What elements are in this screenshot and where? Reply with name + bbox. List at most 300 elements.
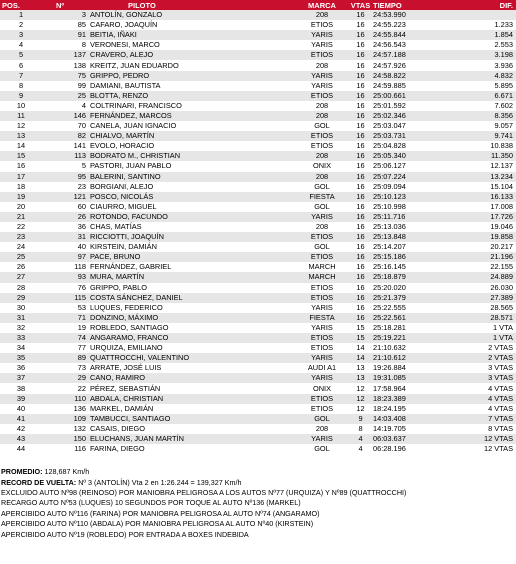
num-cell: 150 xyxy=(42,434,88,444)
pos-cell: 22 xyxy=(0,222,42,232)
marca-cell: 208 xyxy=(296,172,348,182)
num-cell: 70 xyxy=(42,121,88,131)
marca-cell: YARIS xyxy=(296,71,348,81)
dif-cell: 2.553 xyxy=(433,40,516,50)
tiempo-cell: 25:04.828 xyxy=(373,141,433,151)
pos-cell: 7 xyxy=(0,71,42,81)
piloto-cell: EVOLO, HORACIO xyxy=(88,141,296,151)
marca-cell: MARCH xyxy=(296,272,348,282)
vtas-cell: 13 xyxy=(348,373,373,383)
num-cell: 109 xyxy=(42,414,88,424)
marca-cell: YARIS xyxy=(296,434,348,444)
vtas-cell: 16 xyxy=(348,172,373,182)
vtas-cell: 16 xyxy=(348,202,373,212)
tiempo-cell: 25:15.186 xyxy=(373,252,433,262)
piloto-cell: KIRSTEIN, DAMIÁN xyxy=(88,242,296,252)
pos-cell: 28 xyxy=(0,283,42,293)
marca-cell: GOL xyxy=(296,182,348,192)
marca-cell: 208 xyxy=(296,101,348,111)
tiempo-cell: 25:21.379 xyxy=(373,293,433,303)
piloto-cell: CANO, RAMIRO xyxy=(88,373,296,383)
marca-cell: YARIS xyxy=(296,303,348,313)
marca-cell: GOL xyxy=(296,414,348,424)
dif-cell: 16.133 xyxy=(433,192,516,202)
tiempo-cell: 25:22.555 xyxy=(373,303,433,313)
pos-cell: 17 xyxy=(0,172,42,182)
table-row xyxy=(0,81,516,91)
header-marca: MARCA xyxy=(296,0,348,10)
dif-cell: 12.137 xyxy=(433,161,516,171)
dif-cell: 9.741 xyxy=(433,131,516,141)
pos-cell: 21 xyxy=(0,212,42,222)
tiempo-cell: 24:57.926 xyxy=(373,60,433,70)
vtas-cell: 16 xyxy=(348,60,373,70)
tiempo-cell: 25:03.047 xyxy=(373,121,433,131)
dif-cell: 1.233 xyxy=(433,20,516,30)
marca-cell: ONIX xyxy=(296,161,348,171)
num-cell: 26 xyxy=(42,212,88,222)
pos-cell: 1 xyxy=(0,10,42,20)
marca-cell: ETIOS xyxy=(296,333,348,343)
tiempo-cell: 25:14.207 xyxy=(373,242,433,252)
marca-cell: FIESTA xyxy=(296,192,348,202)
vtas-cell: 16 xyxy=(348,131,373,141)
vtas-cell: 16 xyxy=(348,232,373,242)
vtas-cell: 16 xyxy=(348,121,373,131)
pos-cell: 26 xyxy=(0,262,42,272)
table-row xyxy=(0,50,516,60)
marca-cell: 208 xyxy=(296,10,348,20)
num-cell: 115 xyxy=(42,293,88,303)
table-row xyxy=(0,434,516,444)
tiempo-cell: 25:13.036 xyxy=(373,222,433,232)
tiempo-cell: 25:11.716 xyxy=(373,212,433,222)
table-row xyxy=(0,192,516,202)
marca-cell: YARIS xyxy=(296,30,348,40)
table-row xyxy=(0,363,516,373)
dif-cell: 28.565 xyxy=(433,303,516,313)
marca-cell: 208 xyxy=(296,222,348,232)
results-body xyxy=(0,10,516,454)
piloto-cell: ELUCHANS, JUAN MARTÍN xyxy=(88,434,296,444)
marca-cell: GOL xyxy=(296,444,348,454)
pos-cell: 38 xyxy=(0,383,42,393)
tiempo-cell: 25:02.346 xyxy=(373,111,433,121)
num-cell: 71 xyxy=(42,313,88,323)
vtas-cell: 16 xyxy=(348,111,373,121)
vtas-cell: 16 xyxy=(348,242,373,252)
tiempo-cell: 24:59.885 xyxy=(373,81,433,91)
vtas-cell: 16 xyxy=(348,50,373,60)
tiempo-cell: 25:18.281 xyxy=(373,323,433,333)
tiempo-cell: 06:28.196 xyxy=(373,444,433,454)
num-cell: 93 xyxy=(42,272,88,282)
piloto-cell: BEITIA, IÑAKI xyxy=(88,30,296,40)
piloto-cell: KREITZ, JUAN EDUARDO xyxy=(88,60,296,70)
dif-cell: 6.671 xyxy=(433,91,516,101)
vtas-cell: 8 xyxy=(348,424,373,434)
dif-cell: 28.571 xyxy=(433,313,516,323)
marca-cell: ETIOS xyxy=(296,91,348,101)
num-cell: 141 xyxy=(42,141,88,151)
pos-cell: 34 xyxy=(0,343,42,353)
header-tiempo: TIEMPO xyxy=(373,0,433,10)
piloto-cell: COSTA SÁNCHEZ, DANIEL xyxy=(88,293,296,303)
tiempo-cell: 25:22.561 xyxy=(373,313,433,323)
dif-cell: 8 VTAS xyxy=(433,424,516,434)
vtas-cell: 16 xyxy=(348,222,373,232)
vtas-cell: 15 xyxy=(348,323,373,333)
piloto-cell: BODRATO M., CHRISTIAN xyxy=(88,151,296,161)
dif-cell: 4 VTAS xyxy=(433,394,516,404)
vtas-cell: 16 xyxy=(348,10,373,20)
pos-cell: 29 xyxy=(0,293,42,303)
promedio-label: PROMEDIO: xyxy=(1,467,43,477)
piloto-cell: CHAS, MATÍAS xyxy=(88,222,296,232)
dif-cell: 4 VTAS xyxy=(433,383,516,393)
marca-cell: YARIS xyxy=(296,81,348,91)
num-cell: 99 xyxy=(42,81,88,91)
pos-cell: 20 xyxy=(0,202,42,212)
table-row xyxy=(0,283,516,293)
num-cell: 53 xyxy=(42,303,88,313)
tiempo-cell: 19:31.085 xyxy=(373,373,433,383)
table-row xyxy=(0,242,516,252)
num-cell: 3 xyxy=(42,10,88,20)
dif-cell: 12 VTAS xyxy=(433,434,516,444)
tiempo-cell: 25:13.848 xyxy=(373,232,433,242)
pos-cell: 36 xyxy=(0,363,42,373)
num-cell: 95 xyxy=(42,172,88,182)
dif-cell: 1 VTA xyxy=(433,323,516,333)
header-piloto: PILOTO xyxy=(88,0,296,10)
vtas-cell: 13 xyxy=(348,363,373,373)
pos-cell: 33 xyxy=(0,333,42,343)
vtas-cell: 16 xyxy=(348,161,373,171)
table-row xyxy=(0,232,516,242)
pos-cell: 3 xyxy=(0,30,42,40)
pos-cell: 42 xyxy=(0,424,42,434)
num-cell: 29 xyxy=(42,373,88,383)
pos-cell: 39 xyxy=(0,394,42,404)
num-cell: 138 xyxy=(42,60,88,70)
table-row xyxy=(0,202,516,212)
pos-cell: 25 xyxy=(0,252,42,262)
race-notes xyxy=(0,467,457,540)
num-cell: 4 xyxy=(42,101,88,111)
tiempo-cell: 25:06.127 xyxy=(373,161,433,171)
table-row xyxy=(0,323,516,333)
marca-cell: GOL xyxy=(296,242,348,252)
tiempo-cell: 25:19.221 xyxy=(373,333,433,343)
dif-cell: 17.726 xyxy=(433,212,516,222)
table-row xyxy=(0,10,516,20)
num-cell: 137 xyxy=(42,50,88,60)
tiempo-cell: 24:55.844 xyxy=(373,30,433,40)
num-cell: 5 xyxy=(42,161,88,171)
tiempo-cell: 25:07.224 xyxy=(373,172,433,182)
pos-cell: 12 xyxy=(0,121,42,131)
piloto-cell: GRIPPO, PEDRO xyxy=(88,71,296,81)
vtas-cell: 14 xyxy=(348,343,373,353)
table-row xyxy=(0,40,516,50)
pos-cell: 19 xyxy=(0,192,42,202)
table-row xyxy=(0,373,516,383)
table-row xyxy=(0,353,516,363)
num-cell: 85 xyxy=(42,20,88,30)
table-row xyxy=(0,121,516,131)
vtas-cell: 4 xyxy=(348,434,373,444)
marca-cell: 208 xyxy=(296,60,348,70)
piloto-cell: CIAURRO, MIGUEL xyxy=(88,202,296,212)
dif-cell: 9.057 xyxy=(433,121,516,131)
num-cell: 74 xyxy=(42,333,88,343)
piloto-cell: CRAVERO, ALEJO xyxy=(88,50,296,60)
piloto-cell: ROBLEDO, SANTIAGO xyxy=(88,323,296,333)
dif-cell xyxy=(433,10,516,20)
pos-cell: 24 xyxy=(0,242,42,252)
piloto-cell: COLTRINARI, FRANCISCO xyxy=(88,101,296,111)
piloto-cell: CANELA, JUAN IGNACIO xyxy=(88,121,296,131)
dif-cell: 8.356 xyxy=(433,111,516,121)
tiempo-cell: 25:16.145 xyxy=(373,262,433,272)
tiempo-cell: 06:03.637 xyxy=(373,434,433,444)
pos-cell: 37 xyxy=(0,373,42,383)
piloto-cell: DONZINO, MÁXIMO xyxy=(88,313,296,323)
promedio-value: 128,687 Km/h xyxy=(42,467,90,477)
num-cell: 31 xyxy=(42,232,88,242)
num-cell: 91 xyxy=(42,30,88,40)
dif-cell: 10.838 xyxy=(433,141,516,151)
table-row xyxy=(0,252,516,262)
pos-cell: 8 xyxy=(0,81,42,91)
piloto-cell: PASTORI, JUAN PABLO xyxy=(88,161,296,171)
table-row xyxy=(0,20,516,30)
vtas-cell: 16 xyxy=(348,192,373,202)
note-line: APERCIBIDO AUTO Nº19 (ROBLEDO) POR ENTRADA A BOXES INDEBIDA xyxy=(1,529,249,539)
tiempo-cell: 25:05.340 xyxy=(373,151,433,161)
piloto-cell: TAMBUCCI, SANTIAGO xyxy=(88,414,296,424)
vtas-cell: 16 xyxy=(348,293,373,303)
pos-cell: 5 xyxy=(0,50,42,60)
piloto-cell: FARINA, DIEGO xyxy=(88,444,296,454)
tiempo-cell: 25:00.661 xyxy=(373,91,433,101)
table-row xyxy=(0,383,516,393)
pos-cell: 32 xyxy=(0,323,42,333)
vtas-cell: 16 xyxy=(348,141,373,151)
vtas-cell: 4 xyxy=(348,444,373,454)
piloto-cell: ABDALA, CHRISTIAN xyxy=(88,394,296,404)
piloto-cell: FERNÁNDEZ, GABRIEL xyxy=(88,262,296,272)
tiempo-cell: 25:09.094 xyxy=(373,182,433,192)
vtas-cell: 12 xyxy=(348,394,373,404)
piloto-cell: ANTOLÍN, GONZALO xyxy=(88,10,296,20)
marca-cell: YARIS xyxy=(296,323,348,333)
num-cell: 36 xyxy=(42,222,88,232)
dif-cell: 7.602 xyxy=(433,101,516,111)
piloto-cell: ARRATE, JOSÉ LUIS xyxy=(88,363,296,373)
table-row xyxy=(0,262,516,272)
dif-cell: 15.104 xyxy=(433,182,516,192)
piloto-cell: PACE, BRUNO xyxy=(88,252,296,262)
piloto-cell: FERNÁNDEZ, MARCOS xyxy=(88,111,296,121)
num-cell: 121 xyxy=(42,192,88,202)
dif-cell: 3 VTAS xyxy=(433,373,516,383)
table-row xyxy=(0,343,516,353)
vtas-cell: 9 xyxy=(348,414,373,424)
table-row xyxy=(0,101,516,111)
vtas-cell: 15 xyxy=(348,333,373,343)
note-line: APERCIBIDO AUTO Nº116 (FARINA) POR MANIOBRA PELIGROSA AL AUTO Nº74 (ANGARAMO) xyxy=(1,508,320,518)
tiempo-cell: 18:23.389 xyxy=(373,394,433,404)
header-vtas: VTAS xyxy=(348,0,373,10)
pos-cell: 14 xyxy=(0,141,42,151)
pos-cell: 43 xyxy=(0,434,42,444)
dif-cell: 13.234 xyxy=(433,172,516,182)
num-cell: 118 xyxy=(42,262,88,272)
table-row xyxy=(0,272,516,282)
table-row xyxy=(0,141,516,151)
tiempo-cell: 24:57.188 xyxy=(373,50,433,60)
tiempo-cell: 19:26.884 xyxy=(373,363,433,373)
dif-cell: 2 VTAS xyxy=(433,353,516,363)
marca-cell: 208 xyxy=(296,151,348,161)
num-cell: 60 xyxy=(42,202,88,212)
vtas-cell: 16 xyxy=(348,272,373,282)
dif-cell: 11.350 xyxy=(433,151,516,161)
promedio-line xyxy=(1,467,457,477)
num-cell: 22 xyxy=(42,383,88,393)
piloto-cell: DAMIANI, BAUTISTA xyxy=(88,81,296,91)
table-row xyxy=(0,444,516,454)
tiempo-cell: 18:24.195 xyxy=(373,404,433,414)
header-num: Nº xyxy=(42,0,88,10)
piloto-cell: MARKEL, DAMIÁN xyxy=(88,404,296,414)
num-cell: 77 xyxy=(42,343,88,353)
piloto-cell: ROTONDO, FACUNDO xyxy=(88,212,296,222)
marca-cell: FIESTA xyxy=(296,313,348,323)
marca-cell: ETIOS xyxy=(296,343,348,353)
marca-cell: ETIOS xyxy=(296,131,348,141)
dif-cell: 20.217 xyxy=(433,242,516,252)
table-row xyxy=(0,161,516,171)
dif-cell: 7 VTAS xyxy=(433,414,516,424)
tiempo-cell: 25:18.879 xyxy=(373,272,433,282)
vtas-cell: 12 xyxy=(348,383,373,393)
tiempo-cell: 21:10.612 xyxy=(373,353,433,363)
record-value: Nº 3 (ANTOLÍN) Vta 2 en 1:26.244 = 139,327 Km/h xyxy=(76,477,242,487)
table-row xyxy=(0,313,516,323)
marca-cell: ETIOS xyxy=(296,252,348,262)
table-row xyxy=(0,212,516,222)
header-dif: DIF. xyxy=(433,0,516,10)
tiempo-cell: 25:03.731 xyxy=(373,131,433,141)
tiempo-cell: 21:10.632 xyxy=(373,343,433,353)
num-cell: 146 xyxy=(42,111,88,121)
num-cell: 89 xyxy=(42,353,88,363)
table-row xyxy=(0,394,516,404)
pos-cell: 16 xyxy=(0,161,42,171)
num-cell: 40 xyxy=(42,242,88,252)
dif-cell: 1.854 xyxy=(433,30,516,40)
tiempo-cell: 24:58.822 xyxy=(373,71,433,81)
vtas-cell: 16 xyxy=(348,283,373,293)
dif-cell: 24.889 xyxy=(433,272,516,282)
marca-cell: ETIOS xyxy=(296,141,348,151)
table-row xyxy=(0,182,516,192)
table-row xyxy=(0,303,516,313)
tiempo-cell: 25:01.592 xyxy=(373,101,433,111)
dif-cell: 22.155 xyxy=(433,262,516,272)
table-row xyxy=(0,60,516,70)
marca-cell: ETIOS xyxy=(296,283,348,293)
piloto-cell: QUATTROCCHI, VALENTINO xyxy=(88,353,296,363)
num-cell: 82 xyxy=(42,131,88,141)
piloto-cell: POSCO, NICOLÁS xyxy=(88,192,296,202)
dif-cell: 4 VTAS xyxy=(433,404,516,414)
dif-cell: 3.936 xyxy=(433,60,516,70)
pos-cell: 4 xyxy=(0,40,42,50)
marca-cell: ETIOS xyxy=(296,404,348,414)
dif-cell: 1 VTA xyxy=(433,333,516,343)
table-row xyxy=(0,131,516,141)
table-row xyxy=(0,333,516,343)
note-line: EXCLUIDO AUTO Nº98 (REINOSO) POR MANIOBRA PELIGROSA A LOS AUTOS Nº77 (URQUIZA) Y Nº89 (QUATTROCCHI) xyxy=(1,487,407,497)
piloto-cell: CHIALVO, MARTÍN xyxy=(88,131,296,141)
num-cell: 73 xyxy=(42,363,88,373)
marca-cell: YARIS xyxy=(296,40,348,50)
vtas-cell: 16 xyxy=(348,101,373,111)
piloto-cell: VERONESI, MARCO xyxy=(88,40,296,50)
vtas-cell: 16 xyxy=(348,71,373,81)
tiempo-cell: 14:03.408 xyxy=(373,414,433,424)
table-row xyxy=(0,91,516,101)
piloto-cell: URQUIZA, EMILIANO xyxy=(88,343,296,353)
num-cell: 132 xyxy=(42,424,88,434)
pos-cell: 23 xyxy=(0,232,42,242)
vtas-cell: 16 xyxy=(348,212,373,222)
pos-cell: 9 xyxy=(0,91,42,101)
pos-cell: 2 xyxy=(0,20,42,30)
piloto-cell: CASAIS, DIEGO xyxy=(88,424,296,434)
num-cell: 116 xyxy=(42,444,88,454)
pos-cell: 40 xyxy=(0,404,42,414)
num-cell: 75 xyxy=(42,71,88,81)
dif-cell: 21.196 xyxy=(433,252,516,262)
dif-cell: 5.895 xyxy=(433,81,516,91)
marca-cell: ETIOS xyxy=(296,232,348,242)
marca-cell: YARIS xyxy=(296,212,348,222)
header-row xyxy=(0,0,516,10)
table-row xyxy=(0,414,516,424)
vtas-cell: 16 xyxy=(348,182,373,192)
pos-cell: 44 xyxy=(0,444,42,454)
vtas-cell: 16 xyxy=(348,262,373,272)
table-row xyxy=(0,424,516,434)
table-row xyxy=(0,172,516,182)
vtas-cell: 14 xyxy=(348,353,373,363)
marca-cell: GOL xyxy=(296,121,348,131)
num-cell: 8 xyxy=(42,40,88,50)
vtas-cell: 16 xyxy=(348,81,373,91)
num-cell: 76 xyxy=(42,283,88,293)
num-cell: 97 xyxy=(42,252,88,262)
tiempo-cell: 24:56.543 xyxy=(373,40,433,50)
piloto-cell: RICCIOTTI, JOAQUÍN xyxy=(88,232,296,242)
marca-cell: GOL xyxy=(296,202,348,212)
tiempo-cell: 24:53.990 xyxy=(373,10,433,20)
vtas-cell: 16 xyxy=(348,303,373,313)
